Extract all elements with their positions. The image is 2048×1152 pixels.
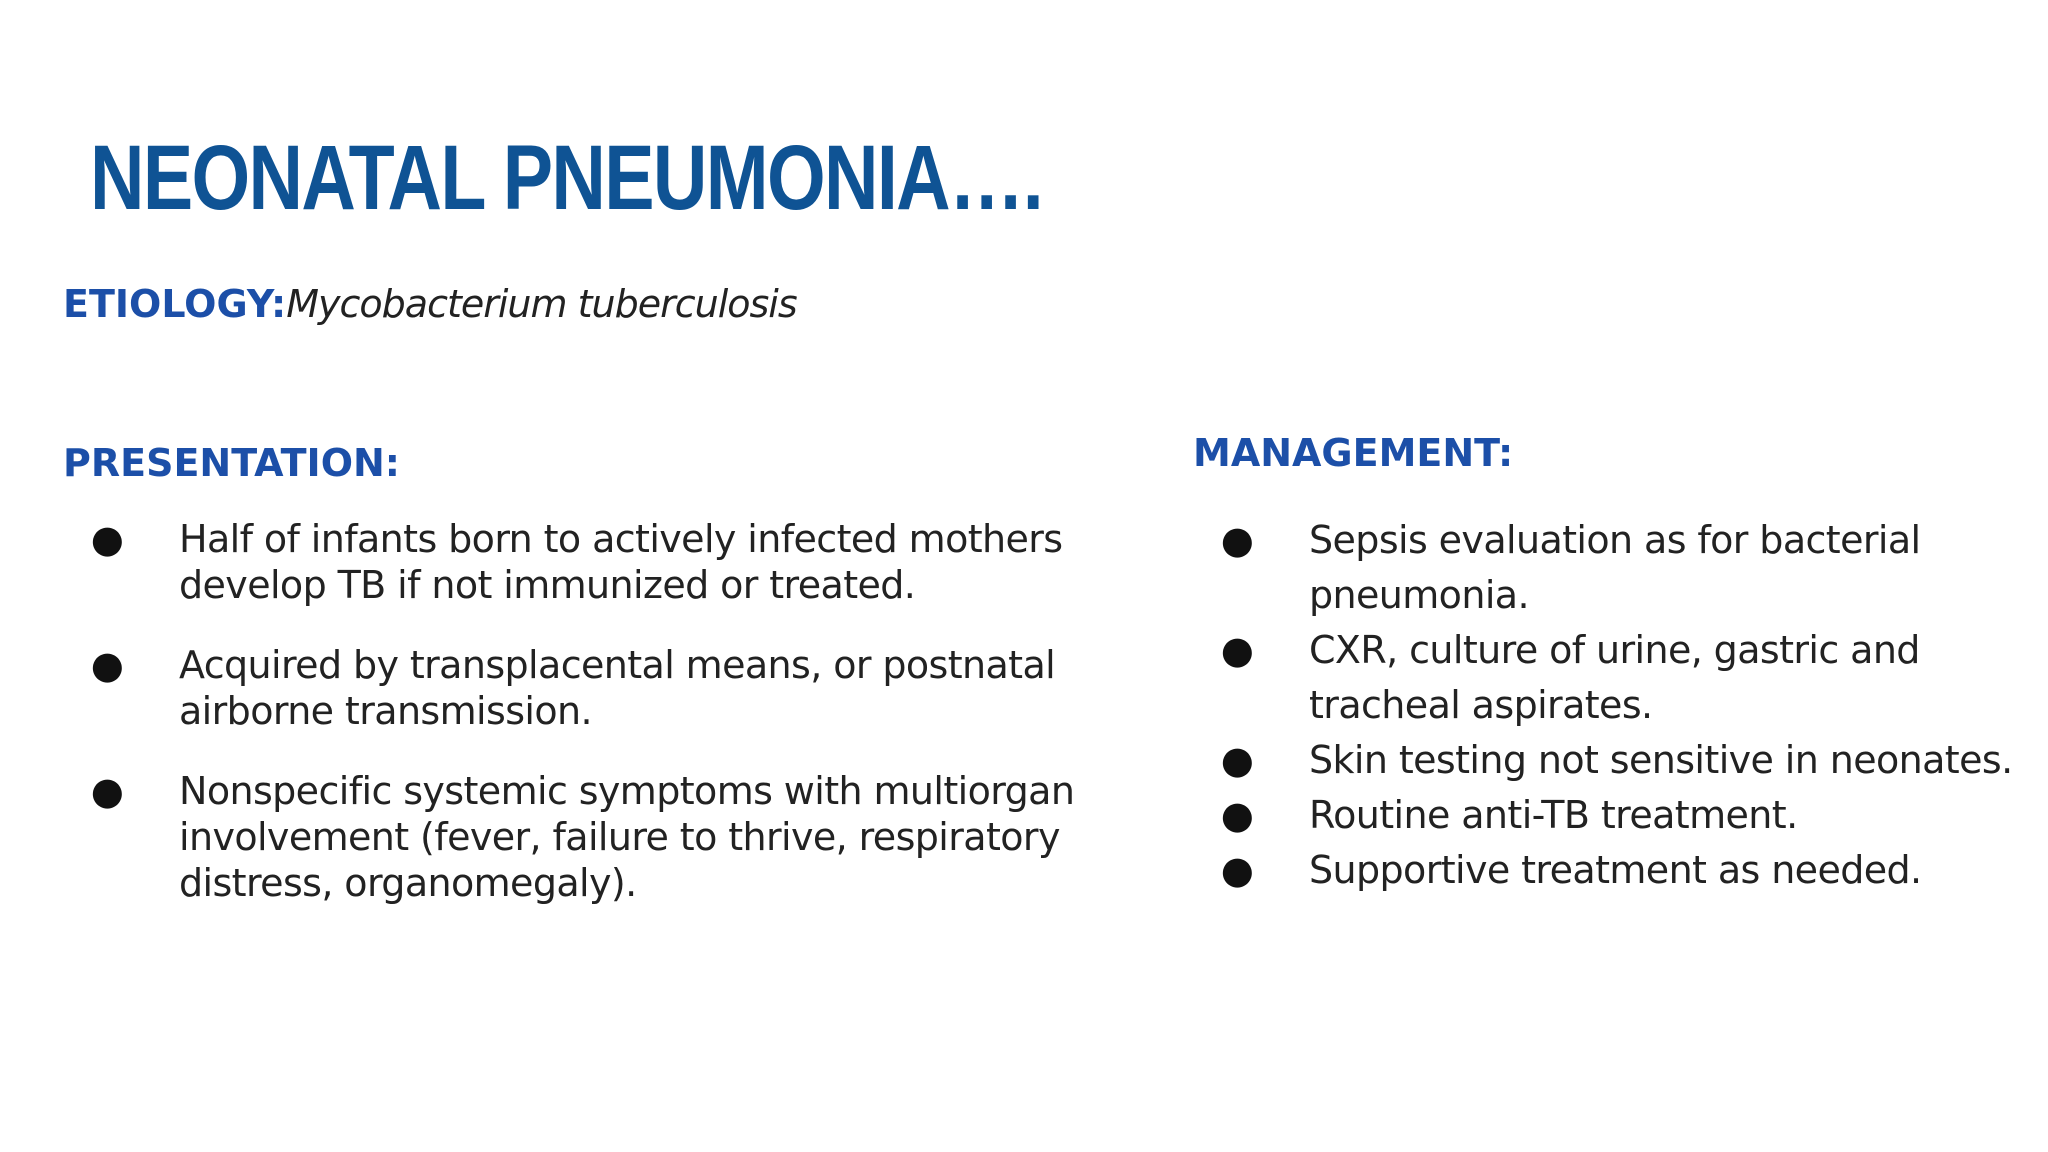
- presentation-item-text: Half of infants born to actively infected mothers develop TB if not immunized or treated.: [179, 517, 1063, 607]
- management-item: [1207, 788, 2047, 843]
- management-item-text: Supportive treatment as needed.: [1309, 848, 1922, 892]
- management-item-text: Routine anti-TB treatment.: [1309, 793, 1798, 837]
- bullet-icon: ●: [1220, 848, 1254, 892]
- management-item-text: Skin testing not sensitive in neonates.: [1309, 738, 2013, 782]
- management-item: [1207, 513, 2047, 623]
- etiology-value: Mycobacterium tuberculosis: [286, 282, 797, 326]
- bullet-icon: ●: [90, 517, 124, 561]
- presentation-item: [77, 516, 1097, 608]
- presentation-heading: PRESENTATION:: [63, 441, 400, 485]
- bullet-icon: ●: [1220, 628, 1254, 672]
- management-item-text: Sepsis evaluation as for bacterial pneumonia.: [1309, 518, 1921, 617]
- management-item: [1207, 733, 2047, 788]
- bullet-icon: ●: [1220, 738, 1254, 782]
- bullet-icon: ●: [90, 769, 124, 813]
- etiology-label: ETIOLOGY:: [63, 282, 287, 326]
- presentation-item-text: Nonspecific systemic symptoms with multiorgan involvement (fever, failure to thrive, respiratory distress, organomegaly).: [179, 769, 1075, 905]
- management-heading: MANAGEMENT:: [1193, 431, 1514, 475]
- presentation-list: [77, 516, 1097, 940]
- presentation-item: [77, 642, 1097, 734]
- presentation-item-text: Acquired by transplacental means, or postnatal airborne transmission.: [179, 643, 1056, 733]
- bullet-icon: ●: [1220, 793, 1254, 837]
- presentation-item: [77, 768, 1097, 906]
- bullet-icon: ●: [90, 643, 124, 687]
- management-item: [1207, 843, 2047, 898]
- management-item-text: CXR, culture of urine, gastric and tracheal aspirates.: [1309, 628, 1920, 727]
- etiology-line: [63, 279, 797, 329]
- slide-title: NEONATAL PNEUMONIA….: [90, 127, 1043, 229]
- bullet-icon: ●: [1220, 518, 1254, 562]
- management-item: [1207, 623, 2047, 733]
- management-list: [1207, 513, 2047, 898]
